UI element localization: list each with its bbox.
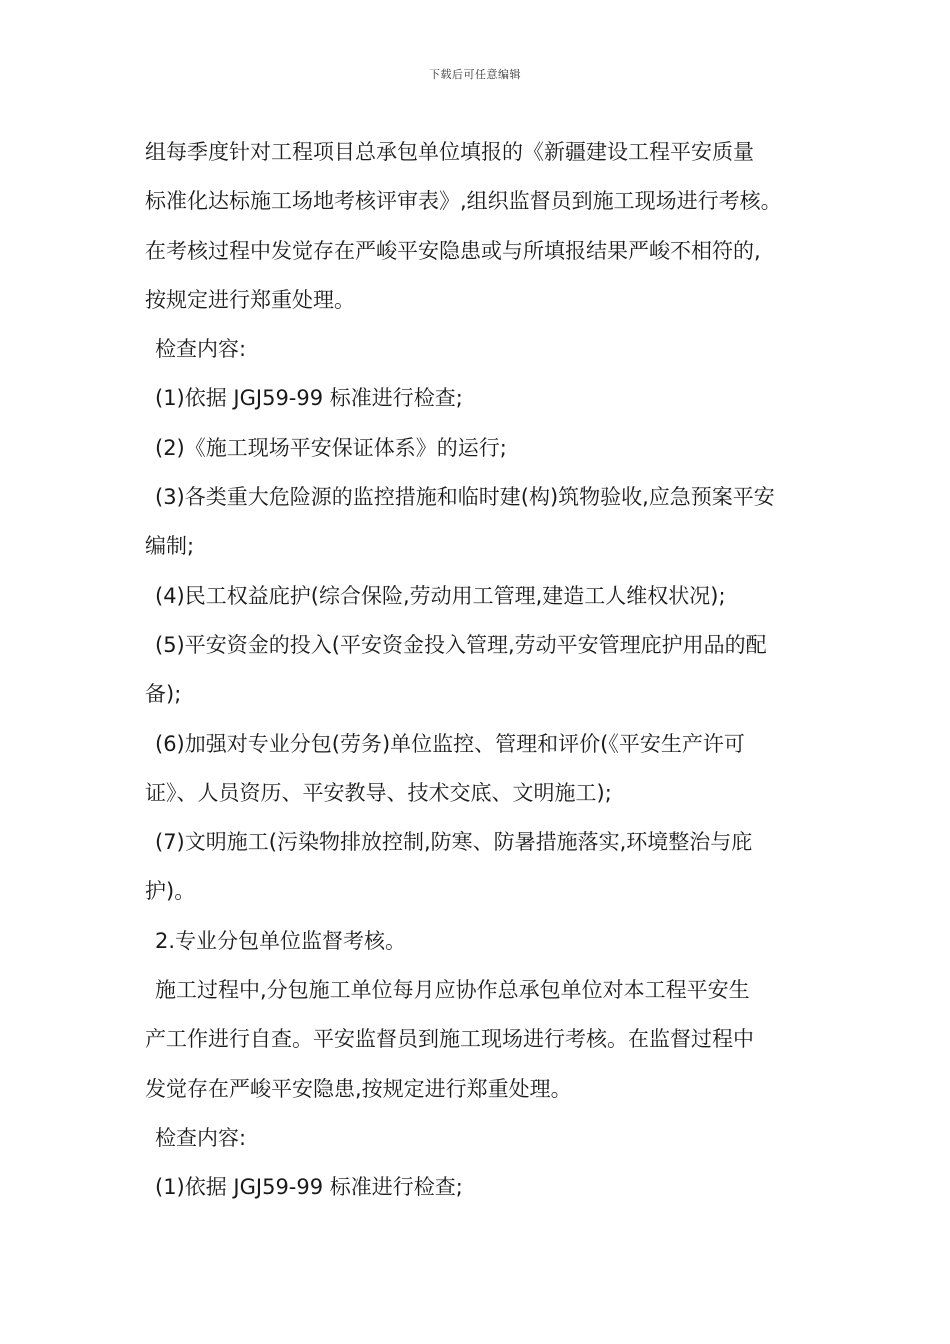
paragraph-line: 按规定进行郑重处理。 <box>145 287 355 312</box>
page-header: 下载后可任意编辑 <box>429 68 521 81</box>
list-item: (7)文明施工(污染物排放控制,防寒、防暑措施落实,环境整治与庇 <box>155 830 753 855</box>
list-item: (3)各类重大危险源的监控措施和临时建(构)筑物验收,应急预案平安 <box>155 485 775 510</box>
paragraph-line: 标准化达标施工场地考核评审表》,组织监督员到施工现场进行考核。 <box>145 189 782 214</box>
list-item: (5)平安资金的投入(平安资金投入管理,劳动平安管理庇护用品的配 <box>155 632 767 657</box>
list-item: (2)《施工现场平安保证体系》的运行; <box>155 435 507 460</box>
section-heading: 2.专业分包单位监督考核。 <box>155 928 407 953</box>
paragraph-line: 发觉存在严峻平安隐患,按规定进行郑重处理。 <box>145 1076 572 1101</box>
list-item-continuation: 护)。 <box>145 879 196 904</box>
section-heading: 检查内容: <box>155 1125 247 1150</box>
list-item-continuation: 编制; <box>145 534 195 559</box>
paragraph-line: 施工过程中,分包施工单位每月应协作总承包单位对本工程平安生 <box>155 978 750 1003</box>
list-item: (4)民工权益庇护(综合保险,劳动用工管理,建造工人维权状况); <box>155 583 726 608</box>
list-item: (1)依据 JGJ59-99 标准进行检查; <box>155 1175 463 1200</box>
section-heading: 检查内容: <box>155 337 247 362</box>
list-item-continuation: 备); <box>145 682 182 707</box>
paragraph-line: 在考核过程中发觉存在严峻平安隐患或与所填报结果严峻不相符的, <box>145 238 761 263</box>
document-body <box>145 128 825 1213</box>
list-item-continuation: 证》、人员资历、平安教导、技术交底、文明施工); <box>145 780 612 805</box>
list-item: (1)依据 JGJ59-99 标准进行检查; <box>155 386 463 411</box>
paragraph-line: 组每季度针对工程项目总承包单位填报的《新疆建设工程平安质量 <box>145 140 754 164</box>
paragraph-line: 产工作进行自查。平安监督员到施工现场进行考核。在监督过程中 <box>145 1027 754 1052</box>
list-item: (6)加强对专业分包(劳务)单位监控、管理和评价(《平安生产许可 <box>155 731 745 756</box>
